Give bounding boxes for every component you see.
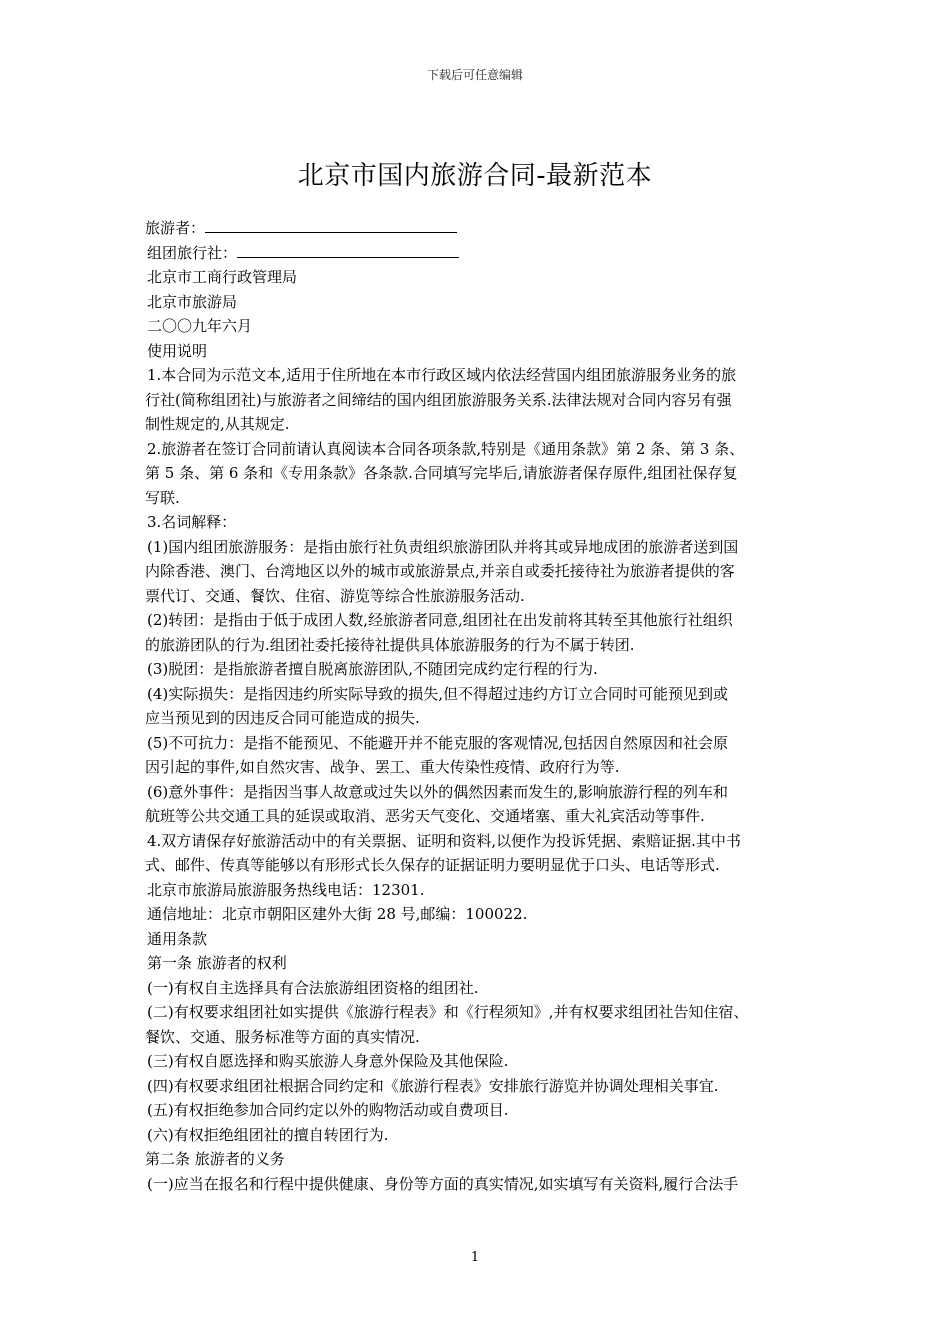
text-line: 写联. [145,488,180,507]
paragraph-lines [145,265,821,1196]
page-number: 1 [470,1250,480,1265]
text-line: 式、邮件、传真等能够以有形形式长久保存的证据证明力要明显优于口头、电话等形式. [145,856,720,874]
header-note: 下载后可任意编辑 [426,68,523,82]
document-title: 北京市国内旅游合同-最新范本 [297,161,653,192]
agency-field [145,241,821,266]
text-line: 使用说明 [147,341,208,360]
text-line: (5)不可抗力：是指不能预见、不能避开并不能克服的客观情况,包括因自然原因和社会原 [147,733,729,752]
text-line: 应当预见到的因违反合同可能造成的损失. [145,709,420,727]
text-line: (4)实际损失：是指因违约所实际导致的损失,但不得超过违约方订立合同时可能预见到或 [147,684,729,703]
text-line: 北京市旅游局旅游服务热线电话：12301. [147,880,425,899]
text-line: (三)有权自愿选择和购买旅游人身意外保险及其他保险. [147,1052,509,1070]
text-line: 行社(简称组团社)与旅游者之间缔结的国内组团旅游服务关系.法律法规对合同内容另有强 [145,390,732,409]
document-body [145,216,821,1196]
text-line: (3)脱团：是指旅游者擅自脱离旅游团队,不随团完成约定行程的行为. [147,660,598,678]
text-line: (六)有权拒绝组团社的擅自转团行为. [147,1125,389,1144]
text-line: 票代订、交通、餐饮、住宿、游览等综合性旅游服务活动. [145,586,525,605]
agency-blank[interactable] [237,242,459,258]
tourist-blank[interactable] [205,217,457,233]
tourist-label: 旅游者： [145,219,206,237]
text-line: (1)国内组团旅游服务：是指由旅行社负责组织旅游团队并将其或异地成团的旅游者送到国 [147,537,739,556]
text-line: 1.本合同为示范文本,适用于住所地在本市行政区域内依法经营国内组团旅游服务业务的旅 [147,366,737,384]
agency-label: 组团旅行社： [147,243,238,262]
text-line: 制性规定的,从其规定. [145,415,290,433]
text-line: 北京市工商行政管理局 [147,268,298,286]
text-line: 因引起的事件,如自然灾害、战争、罢工、重大传染性疫情、政府行为等. [145,758,620,776]
text-line: (6)意外事件：是指因当事人故意或过失以外的偶然因素而发生的,影响旅游行程的列车和 [147,782,729,801]
text-line: 的旅游团队的行为.组团社委托接待社提供具体旅游服务的行为不属于转团. [145,635,635,654]
text-line: 内除香港、澳门、台湾地区以外的城市或旅游景点,并亲自或委托接待社为旅游者提供的客 [145,562,735,580]
text-line: 4.双方请保存好旅游活动中的有关票据、证明和资料,以便作为投诉凭据、索赔证据.其中书 [147,831,741,850]
text-line: 第一条 旅游者的权利 [147,954,287,972]
text-line: (一)应当在报名和行程中提供健康、身份等方面的真实情况,如实填写有关资料,履行合法手 [147,1174,739,1193]
text-line: 航班等公共交通工具的延误或取消、恶劣天气变化、交通堵塞、重大礼宾活动等事件. [145,807,705,825]
text-line: 2.旅游者在签订合同前请认真阅读本合同各项条款,特别是《通用条款》第 2 条、第 3 条、 [147,439,745,458]
text-line: 3.名词解释： [147,513,237,531]
text-line: 第二条 旅游者的义务 [145,1150,285,1168]
text-line: 餐饮、交通、服务标准等方面的真实情况. [145,1027,420,1046]
text-line: (二)有权要求组团社如实提供《旅游行程表》和《行程须知》,并有权要求组团社告知住宿、 [147,1003,749,1021]
text-line: 第 5 条、第 6 条和《专用条款》各条款.合同填写完毕后,请旅游者保存原件,组团社保存复 [145,464,738,482]
text-line: (一)有权自主选择具有合法旅游组团资格的组团社. [147,978,479,997]
text-line: (2)转团：是指由于低于成团人数,经旅游者同意,组团社在出发前将其转至其他旅行社组织 [147,611,733,629]
text-line: 通用条款 [147,929,208,948]
text-line: (五)有权拒绝参加合同约定以外的购物活动或自费项目. [147,1101,509,1119]
text-line: 北京市旅游局 [147,292,238,311]
tourist-field [145,216,821,241]
text-line: (四)有权要求组团社根据合同约定和《旅游行程表》安排旅行游览并协调处理相关事宜. [147,1076,719,1095]
text-line: 通信地址：北京市朝阳区建外大街 28 号,邮编：100022. [147,905,528,923]
text-line: 二〇〇九年六月 [147,317,253,335]
